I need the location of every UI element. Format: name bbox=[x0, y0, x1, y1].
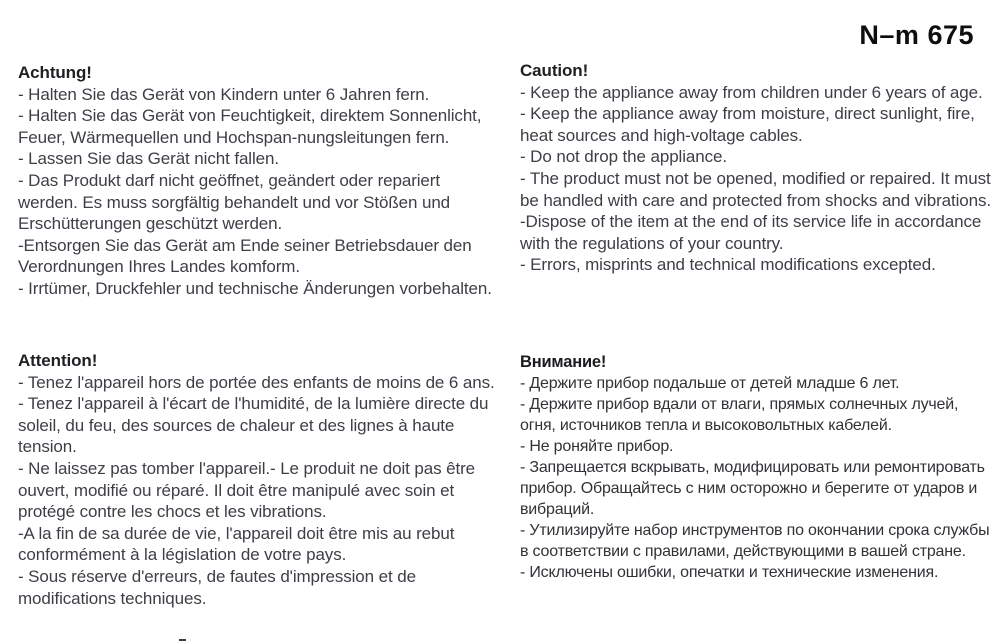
warning-item: - Ne laissez pas tomber l'appareil.- Le produit ne doit pas être ouvert, modifié ou réparé. Il doit être manipulé avec soin et protégé contre les chocs et les vibrations. bbox=[18, 458, 476, 522]
warning-item: -Dispose of the item at the end of its service life in accordance with the regulations of your country. bbox=[520, 212, 982, 253]
warning-item: -Entsorgen Sie das Gerät am Ende seiner Betriebsdauer den Verordnungen Ihres Landes komform. bbox=[18, 235, 472, 277]
warning-section-french bbox=[18, 350, 496, 609]
warning-item: - Tenez l'appareil à l'écart de l'humidité, de la lumière directe du soleil, du feu, des sources de chaleur et des lignes à haute tension. bbox=[18, 394, 489, 457]
warning-item: - Keep the appliance away from children under 6 years of age. bbox=[520, 82, 983, 102]
warning-item: - Утилизируйте набор инструментов по окончании срока службы в соответствии с правилами, действующими в вашей стране. bbox=[520, 522, 990, 560]
warning-item: - Halten Sie das Gerät von Kindern unter 6 Jahren fern. bbox=[18, 84, 430, 104]
warning-item: -A la fin de sa durée de vie, l'appareil doit être mis au rebut conformément à la législation de votre pays. bbox=[18, 523, 455, 565]
warning-item: - Держите прибор вдали от влаги, прямых солнечных лучей, огня, источников тепла и высоковольтных кабелей. bbox=[520, 396, 959, 434]
warning-section-russian bbox=[520, 352, 994, 583]
section-heading-french: Attention! bbox=[18, 351, 98, 370]
warning-item: - The product must not be opened, modified or repaired. It must be handled with care and protected from shocks and vibrations. bbox=[520, 168, 992, 210]
warning-section-german bbox=[18, 62, 496, 300]
section-heading-german: Achtung! bbox=[18, 63, 92, 82]
warning-item: - Errors, misprints and technical modifications excepted. bbox=[520, 255, 936, 275]
warning-item: - Halten Sie das Gerät von Feuchtigkeit, direktem Sonnenlicht, Feuer, Wärmequellen und Hochspan-nungsleitungen fern. bbox=[18, 106, 482, 147]
warning-item: - Держите прибор подальше от детей младше 6 лет. bbox=[520, 375, 900, 392]
warning-item: - Lassen Sie das Gerät nicht fallen. bbox=[18, 149, 279, 169]
warning-item: - Не роняйте прибор. bbox=[520, 438, 674, 455]
model-number-label: N–m 675 bbox=[859, 20, 974, 50]
warning-item: - Tenez l'appareil hors de portée des enfants de moins de 6 ans. bbox=[18, 372, 495, 392]
section-heading-russian: Внимание! bbox=[520, 353, 607, 371]
warning-item: - Исключены ошибки, опечатки и технические изменения. bbox=[520, 564, 939, 581]
warning-item: - Do not drop the appliance. bbox=[520, 147, 728, 167]
warning-item: - Keep the appliance away from moisture, direct sunlight, fire, heat sources and high-voltage cables. bbox=[520, 104, 975, 145]
warning-item: - Запрещается вскрывать, модифицировать или ремонтировать прибор. Обращайтесь с ним осторожно и берегите от ударов и вибраций. bbox=[520, 459, 985, 518]
warning-item: - Das Produkt darf nicht geöffnet, geändert oder repariert werden. Es muss sorgfältig behandelt und vor Stößen und Erschütterungen geschützt werden. bbox=[18, 170, 451, 234]
warning-item: - Irrtümer, Druckfehler und technische Änderungen vorbehalten. bbox=[18, 278, 492, 298]
section-heading-english: Caution! bbox=[520, 61, 589, 80]
warning-section-english bbox=[520, 60, 994, 276]
warning-item: - Sous réserve d'erreurs, de fautes d'impression et de modifications techniques. bbox=[18, 566, 416, 608]
